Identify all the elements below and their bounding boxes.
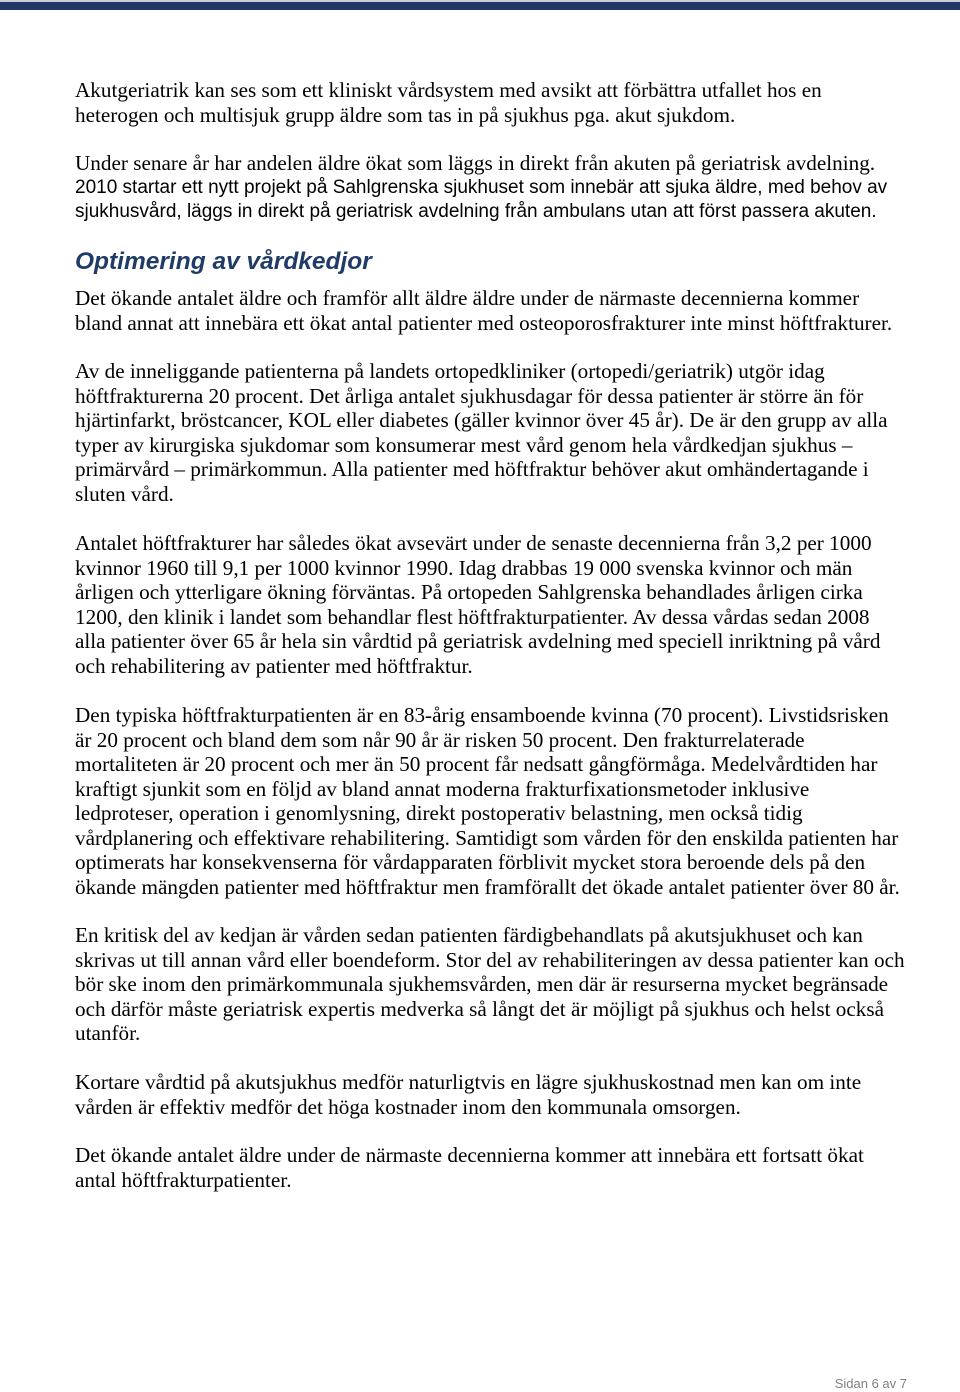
text-line: skrivas ut till annan vård eller boendeform. Stor del av rehabiliteringen av dessa patienter kan och [75, 947, 905, 972]
paragraph-osteoporosis [75, 286, 892, 335]
text-line: primärvård – primärkommun. Alla patienter med höftfraktur behöver akut omhändertagande i [75, 457, 869, 482]
text-line: kvinnor 1960 till 9,1 per 1000 kvinnor 1990. Idag drabbas 19 000 svenska kvinnor och män [75, 555, 853, 580]
text-line: vårdplanering och effektivare rehabilitering. Samtidigt som vården för den enskilda patienten har [75, 825, 899, 850]
page-number: Sidan 6 av 7 [834, 1376, 907, 1391]
header-rule [0, 2, 960, 10]
paragraph-intro [75, 78, 822, 127]
text-line: vården är effektiv medför det höga kostnader inom den kommunala omsorgen. [75, 1094, 741, 1119]
paragraph-outlook [75, 1143, 864, 1192]
text-line: ökande mängden patienter med höftfraktur men framförallt det ökade antalet patienter över 80 år. [75, 874, 900, 899]
text-line: Under senare år har andelen äldre ökat som läggs in direkt från akuten på geriatrisk avdelning. [75, 151, 876, 175]
text-line: optimerats har konsekvenserna för vårdapparaten förblivit mycket stora beroende dels på den [75, 850, 866, 875]
text-line: sjukhusvård, läggs in direkt på geriatrisk avdelning från ambulans utan att först passera akuten. [75, 201, 877, 223]
text-line: heterogen och multisjuk grupp äldre som tas in på sjukhus pga. akut sjukdom. [75, 102, 736, 127]
text-line: 1200, den klinik i landet som behandlar flest höftfrakturpatienter. Av dessa vårdas sedan 2008 [75, 604, 870, 629]
text-line: Den typiska höftfrakturpatienten är en 83-årig ensamboende kvinna (70 procent). Livstidsrisken [75, 703, 889, 727]
text-line: höftfrakturerna 20 procent. Det årliga antalet sjukhusdagar för dessa patienter är större än för [75, 383, 864, 408]
text-line: Av de inneliggande patienterna på landets ortopedkliniker (ortopedi/geriatrik) utgör idag [75, 359, 825, 383]
text-line: Det ökande antalet äldre och framför allt äldre äldre under de närmaste decennierna kommer [75, 286, 860, 310]
text-line: 2010 startar ett nytt projekt på Sahlgrenska sjukhuset som innebär att sjuka äldre, med behov av [75, 176, 888, 198]
text-line: och därför måste geriatrisk expertis medverka så långt det är möjligt på sjukhus och helst också [75, 996, 885, 1021]
text-line: utanför. [75, 1021, 141, 1046]
paragraph-care-chain [75, 923, 905, 1046]
text-line: Kortare vårdtid på akutsjukhus medför naturligtvis en lägre sjukhuskostnad men kan om inte [75, 1070, 862, 1094]
text-line: typer av kirurgiska sjukdomar som konsumerar mest vård genom hela vårdkedjan sjukhus – [75, 432, 853, 457]
text-line: Antalet höftfrakturer har således ökat avsevärt under de senaste decennierna från 3,2 per 1000 [75, 531, 872, 555]
text-line: antal höftfrakturpatienter. [75, 1167, 292, 1192]
paragraph-costs [75, 1070, 861, 1119]
text-line: alla patienter över 65 år hela sin vårdtid på geriatrisk avdelning med speciell inriktning på vård [75, 629, 881, 654]
text-line: bör ske inom den primärkommunala sjukhemsvården, men där är resurserna mycket begränsade [75, 972, 889, 997]
text-line: mortaliteten är 20 procent och mer än 50 procent får nedsatt gångförmåga. Medelvårdtiden har [75, 752, 878, 777]
text-line: ledproteser, operation i genomlysning, direkt postoperativ belastning, men också tidig [75, 801, 803, 826]
text-line: kraftigt sjunkit som en följd av bland annat moderna frakturfixationsmetoder inklusive [75, 776, 810, 801]
text-line: Det ökande antalet äldre under de närmaste decennierna kommer att innebära ett fortsatt ökat [75, 1143, 864, 1167]
text-line: årligen och ytterligare ökning förväntas. På ortopeden Sahlgrenska behandlades årligen cirka [75, 580, 863, 605]
text-line: och rehabilitering av patienter med höftfraktur. [75, 653, 473, 678]
text-line: Akutgeriatrik kan ses som ett kliniskt vårdsystem med avsikt att förbättra utfallet hos en [75, 78, 822, 102]
text-line: sluten vård. [75, 481, 174, 506]
section-heading: Optimering av vårdkedjor [75, 248, 372, 275]
text-line: En kritisk del av kedjan är vården sedan patienten färdigbehandlats på akutsjukhuset och kan [75, 923, 863, 947]
text-line: är 20 procent och bland dem som når 90 år är risken 50 procent. Den frakturrelaterade [75, 727, 805, 752]
text-line: hjärtinfarkt, bröstcancer, KOL eller diabetes (gäller kvinnor över 45 år). De är den grupp av alla [75, 408, 888, 433]
paragraph-direct-admission [75, 151, 887, 225]
paragraph-typical-patient [75, 703, 900, 899]
text-line: bland annat att innebära ett ökat antal patienter med osteoporosfrakturer inte minst höftfrakturer. [75, 310, 893, 335]
paragraph-fracture-statistics [75, 531, 880, 678]
paragraph-inpatients [75, 359, 888, 506]
